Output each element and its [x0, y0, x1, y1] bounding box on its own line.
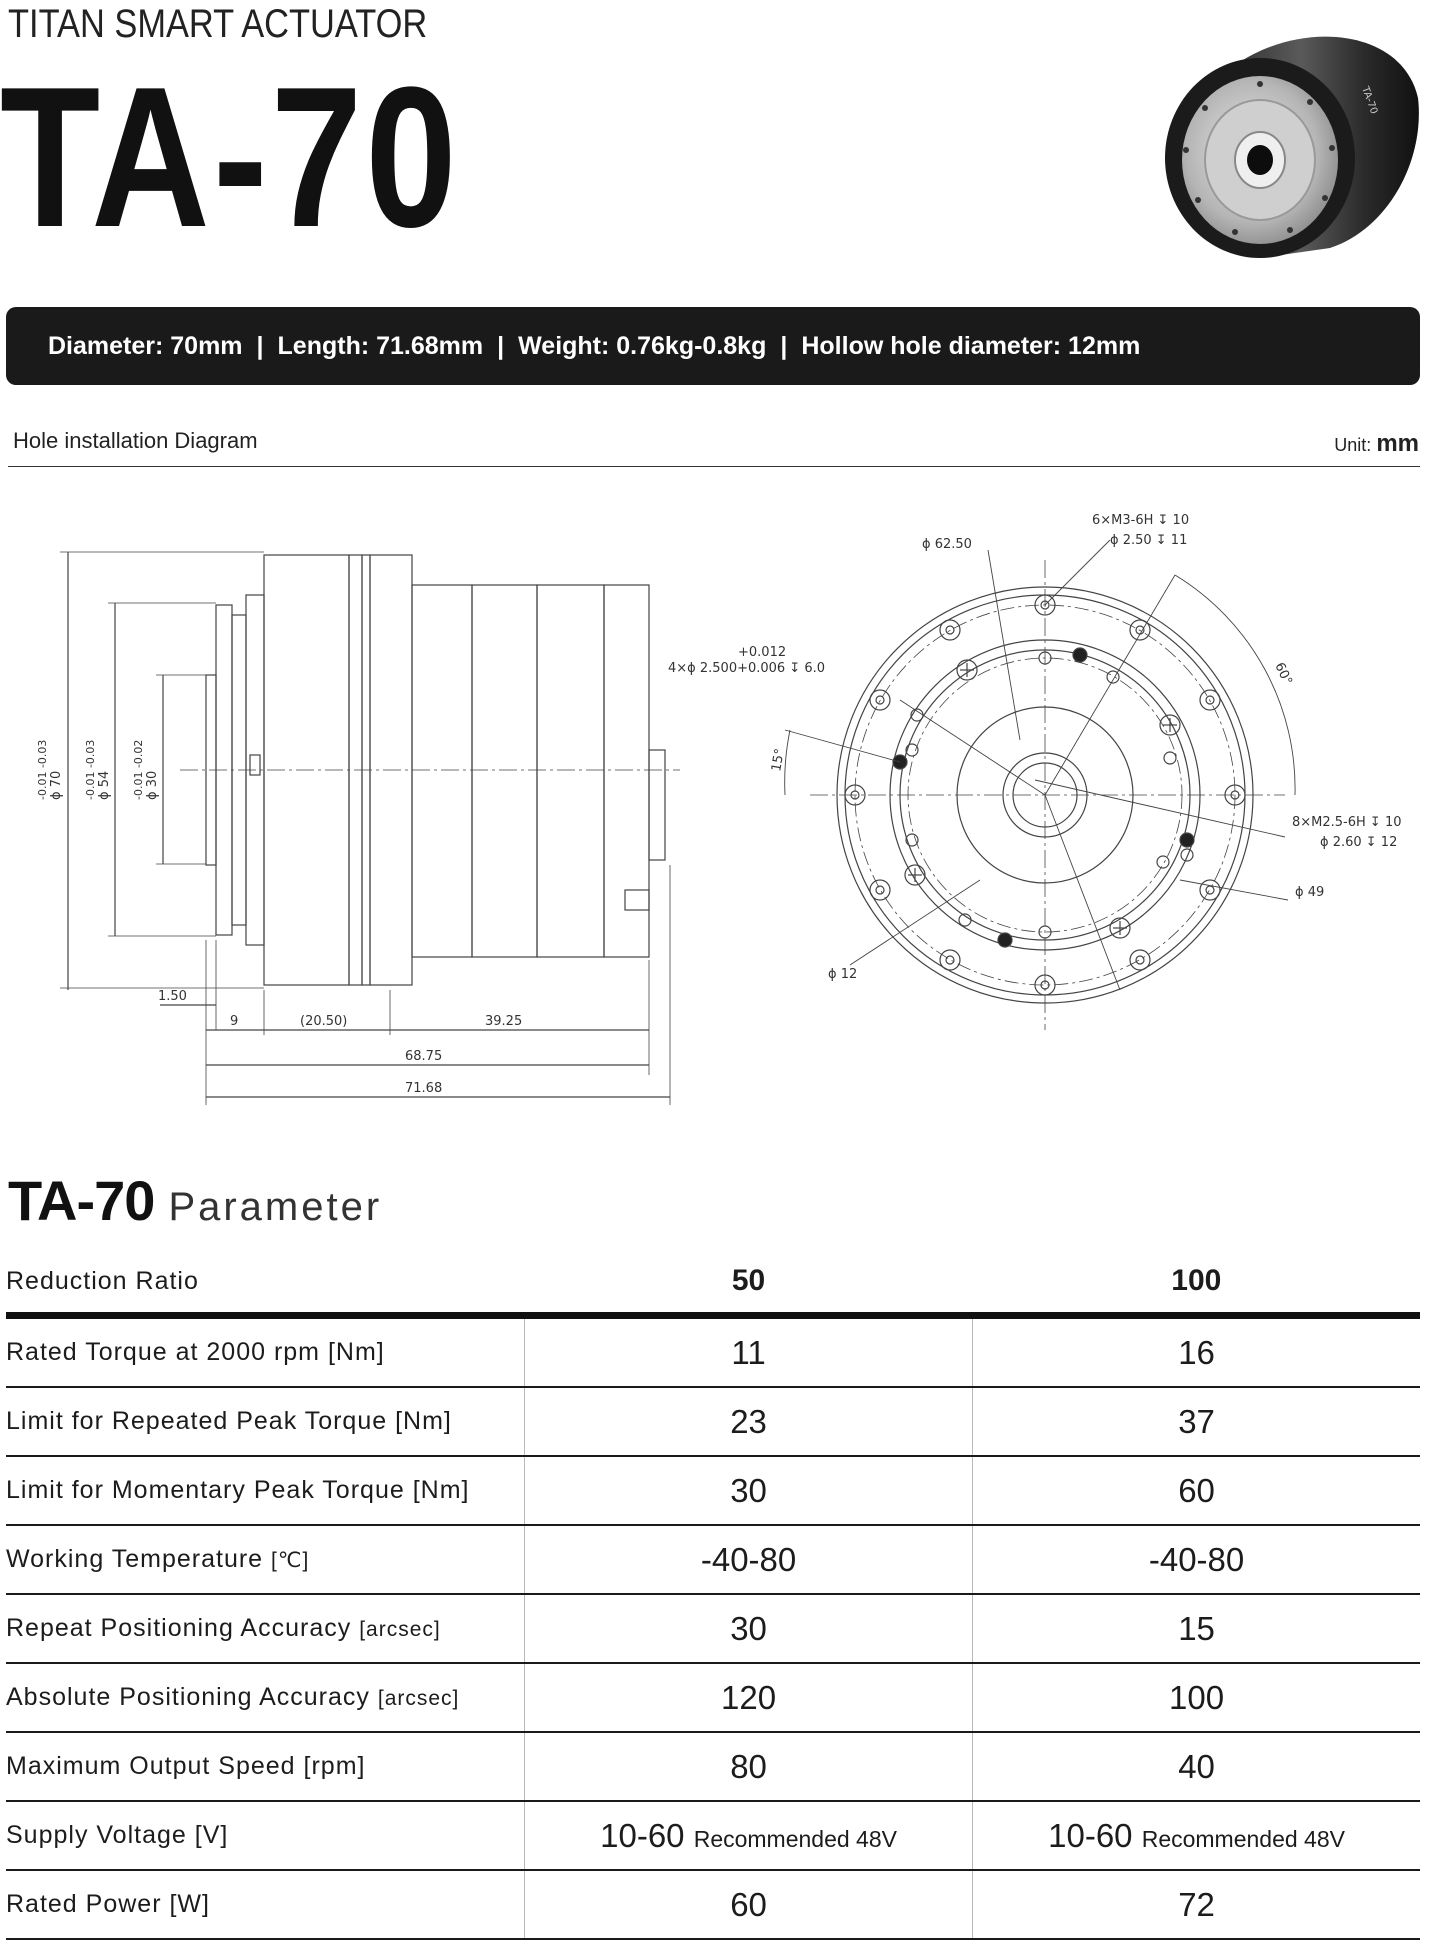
dim-angle60: 60°	[1271, 660, 1295, 688]
row-unit: [℃]	[271, 1549, 310, 1572]
header-label: Reduction Ratio	[6, 1250, 525, 1316]
row-label: Repeat Positioning Accuracy	[6, 1614, 360, 1642]
row-unit: [arcsec]	[377, 1687, 460, 1710]
diagram-unit	[1334, 430, 1419, 458]
spec-separator: |	[497, 331, 505, 360]
value-ratio-50: 10-60	[600, 1816, 685, 1854]
unit-value: mm	[1376, 430, 1419, 457]
row-label: Working Temperature	[6, 1545, 272, 1573]
value-ratio-50: -40-80	[525, 1525, 973, 1594]
table-row	[6, 1663, 1420, 1732]
spec-hollow: Hollow hole diameter: 12mm	[801, 331, 1141, 360]
value-ratio-100: 15	[973, 1594, 1420, 1663]
table-row	[6, 1387, 1420, 1456]
value-ratio-50: 23	[525, 1387, 973, 1456]
dim-m3: 6×M3-6H ↧ 10	[1092, 513, 1190, 528]
diagram-section-title: Hole installation Diagram	[13, 428, 258, 453]
dim-m25-drill: ϕ 2.60 ↧ 12	[1320, 835, 1398, 850]
spec-weight: Weight: 0.76kg-0.8kg	[518, 331, 767, 360]
dim-pin-tol: +0.012	[738, 645, 787, 660]
value-ratio-100: -40-80	[973, 1525, 1420, 1594]
value-note: Recommended 48V	[693, 1825, 897, 1852]
dim-dia30: ϕ 30	[145, 770, 160, 800]
dim-dia54: ϕ 54	[97, 770, 112, 800]
row-unit: [arcsec]	[359, 1618, 441, 1641]
spec-banner	[6, 307, 1420, 385]
dim-pin: 4×ϕ 2.500+0.006 ↧ 6.0	[668, 661, 826, 676]
value-ratio-50: 60	[525, 1870, 973, 1939]
unit-label: Unit:	[1334, 435, 1372, 455]
header-ratio-50: 50	[525, 1250, 973, 1316]
side-view	[60, 552, 680, 1105]
table-row	[6, 1456, 1420, 1525]
value-ratio-100: 10-60	[1048, 1816, 1133, 1854]
value-ratio-50-cell	[525, 1801, 973, 1870]
dim-68-75: 68.75	[405, 1049, 443, 1064]
value-ratio-100: 40	[973, 1732, 1420, 1801]
dim-dia30-tol: -0.01 -0.02	[132, 739, 145, 800]
dim-1-50: 1.50	[158, 989, 187, 1004]
value-ratio-100: 16	[973, 1316, 1420, 1388]
row-label: Rated Torque at 2000 rpm [Nm]	[6, 1316, 525, 1388]
row-label-cell	[6, 1663, 525, 1732]
actuator-product-image	[1150, 18, 1425, 263]
row-label: Limit for Momentary Peak Torque [Nm]	[6, 1456, 525, 1525]
value-note: Recommended 48V	[1141, 1825, 1345, 1852]
installation-drawing	[20, 500, 1420, 1120]
section-divider	[8, 466, 1420, 467]
row-label-cell	[6, 1525, 525, 1594]
dim-dia70-tol: -0.01 -0.03	[36, 739, 49, 800]
dim-71-68: 71.68	[405, 1081, 443, 1096]
value-ratio-50: 11	[525, 1316, 973, 1388]
header-ratio-100: 100	[973, 1250, 1420, 1316]
table-row	[6, 1316, 1420, 1388]
dim-9: 9	[230, 1014, 239, 1029]
parameter-model: TA-70	[8, 1169, 155, 1232]
table-row	[6, 1732, 1420, 1801]
row-label: Limit for Repeated Peak Torque [Nm]	[6, 1387, 525, 1456]
value-ratio-100-cell	[973, 1801, 1420, 1870]
parameter-word: Parameter	[168, 1185, 383, 1229]
table-header-row	[6, 1250, 1420, 1316]
table-row	[6, 1870, 1420, 1939]
svg-text:TA-70: TA-70	[1359, 85, 1380, 116]
table-row	[6, 1801, 1420, 1870]
value-ratio-100: 72	[973, 1870, 1420, 1939]
row-label-cell	[6, 1594, 525, 1663]
value-ratio-50: 30	[525, 1456, 973, 1525]
value-ratio-50: 80	[525, 1732, 973, 1801]
dim-angle15: 15°	[769, 747, 788, 773]
dim-m3-drill: ϕ 2.50 ↧ 11	[1110, 533, 1188, 548]
model-title: TA-70	[0, 46, 460, 269]
spec-separator: |	[256, 331, 264, 360]
row-label: Absolute Positioning Accuracy	[6, 1683, 378, 1711]
dim-dia54-tol: -0.01 -0.03	[84, 739, 97, 800]
dim-dia49: ϕ 49	[1295, 885, 1325, 900]
value-ratio-100: 60	[973, 1456, 1420, 1525]
value-ratio-50: 30	[525, 1594, 973, 1663]
spec-length: Length: 71.68mm	[277, 331, 484, 360]
dim-39-25: 39.25	[485, 1014, 523, 1029]
value-ratio-100: 37	[973, 1387, 1420, 1456]
row-label: Rated Power [W]	[6, 1870, 525, 1939]
spec-diameter: Diameter: 70mm	[48, 331, 243, 360]
row-label: Supply Voltage [V]	[6, 1801, 525, 1870]
row-label: Maximum Output Speed [rpm]	[6, 1732, 525, 1801]
front-view	[785, 540, 1295, 1030]
spec-separator: |	[780, 331, 788, 360]
dim-20-50: (20.50)	[300, 1014, 348, 1029]
dim-dia70: ϕ 70	[49, 770, 64, 800]
value-ratio-50: 120	[525, 1663, 973, 1732]
parameter-table	[6, 1250, 1420, 1940]
dim-dia12: ϕ 12	[828, 967, 858, 982]
table-row	[6, 1594, 1420, 1663]
table-row	[6, 1525, 1420, 1594]
dim-dia62-50: ϕ 62.50	[922, 537, 972, 552]
dim-m25: 8×M2.5-6H ↧ 10	[1292, 815, 1402, 830]
value-ratio-100: 100	[973, 1663, 1420, 1732]
series-title: TITAN SMART ACTUATOR	[8, 2, 428, 46]
parameter-section-title	[8, 1168, 382, 1233]
